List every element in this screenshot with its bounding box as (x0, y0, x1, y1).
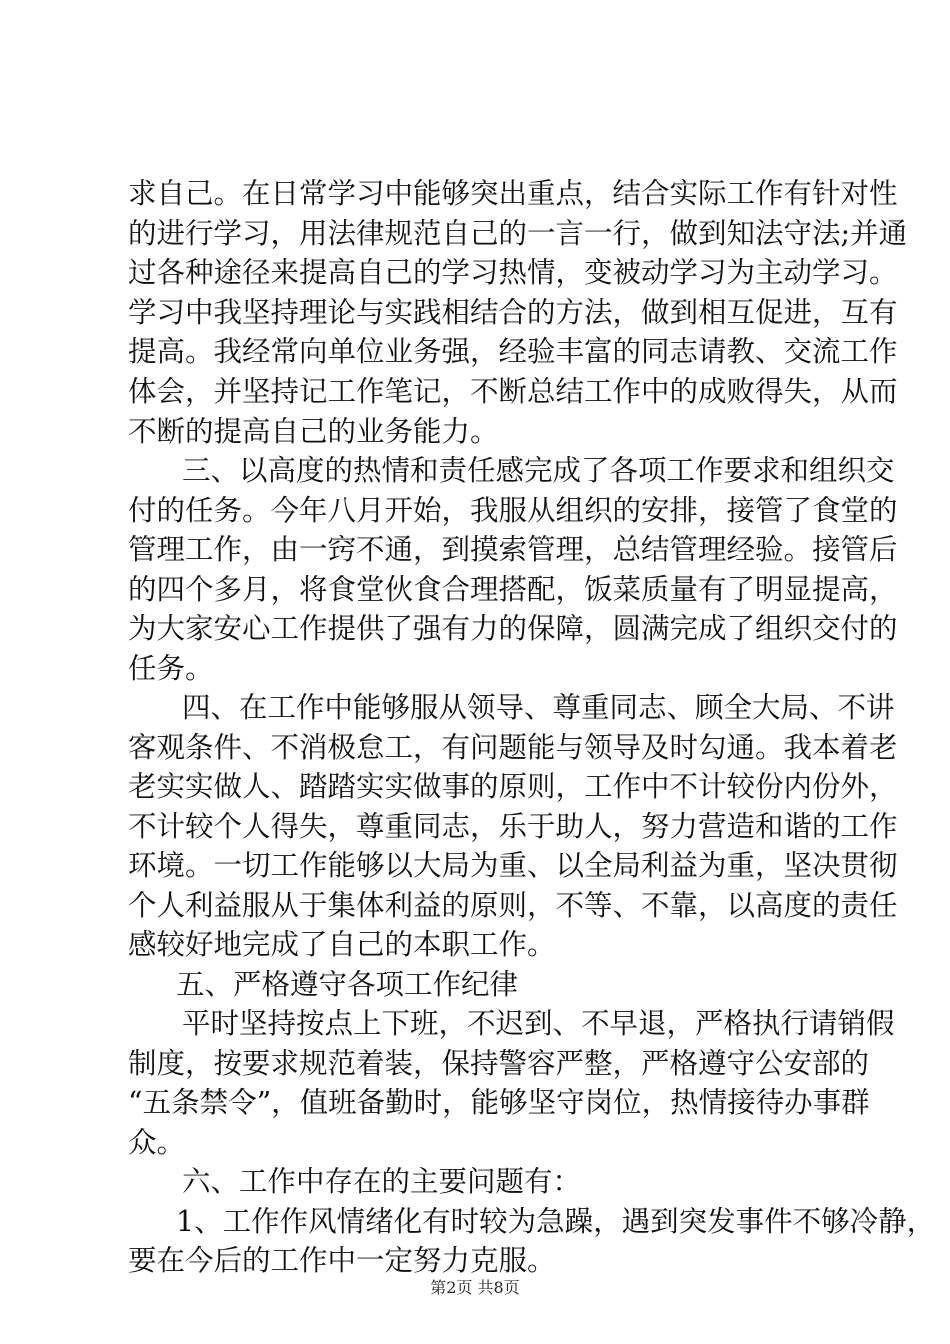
body-text-line: 为大家安心工作提供了强有力的保障，圆满完成了组织交付的 (128, 612, 898, 645)
page-number-footer: 第2页 共8页 (430, 1278, 520, 1297)
body-text-line: 提高。我经常向单位业务强，经验丰富的同志请教、交流工作 (128, 335, 898, 368)
body-text-line: 客观条件、不消极怠工，有问题能与领导及时勾通。我本着老 (128, 731, 898, 764)
body-text-line: 个人利益服从于集体利益的原则，不等、不靠，以高度的责任 (128, 889, 898, 922)
body-text-line: 过各种途径来提高自己的学习热情，变被动学习为主动学习。 (128, 256, 898, 289)
body-text-line: 任务。 (128, 652, 214, 685)
body-text-line: 众。 (128, 1126, 186, 1159)
section-three-line: 三、以高度的热情和责任感完成了各项工作要求和组织交 (182, 454, 895, 487)
section-five-heading: 五、严格遵守各项工作纪律 (176, 968, 519, 1001)
issue-item-1-line: 1、工作作风情绪化有时较为急躁，遇到突发事件不够冷静， (176, 1205, 936, 1238)
body-text-line: 制度，按要求规范着装，保持警容严整，严格遵守公安部的 (128, 1047, 870, 1080)
body-text-line: 平时坚持按点上下班，不迟到、不早退，严格执行请销假 (182, 1007, 895, 1040)
body-text-line: 付的任务。今年八月开始，我服从组织的安排，接管了食堂的 (128, 494, 898, 527)
body-text-line: 感较好地完成了自己的本职工作。 (128, 928, 556, 961)
body-text-line: 环境。一切工作能够以大局为重、以全局利益为重，坚决贯彻 (128, 849, 898, 882)
section-four-line: 四、在工作中能够服从领导、尊重同志、顾全大局、不讲 (182, 691, 895, 724)
body-text-line: 管理工作，由一窍不通，到摸索管理，总结管理经验。接管后 (128, 533, 898, 566)
body-text-line: 不计较个人得失，尊重同志，乐于助人，努力营造和谐的工作 (128, 810, 898, 843)
body-text-line: 不断的提高自己的业务能力。 (128, 415, 499, 448)
body-text-line: 学习中我坚持理论与实践相结合的方法，做到相互促进，互有 (128, 296, 898, 329)
body-text-line: 的四个多月，将食堂伙食合理搭配，饭菜质量有了明显提高， (128, 573, 898, 606)
body-text-line: 体会，并坚持记工作笔记，不断总结工作中的成败得失，从而 (128, 375, 898, 408)
body-text-line: “五条禁令”，值班备勤时，能够坚守岗位，热情接待办事群 (128, 1086, 870, 1119)
section-six-heading: 六、工作中存在的主要问题有： (182, 1165, 582, 1198)
body-text-line: 老实实做人、踏踏实实做事的原则，工作中不计较份内份外， (128, 770, 898, 803)
body-text-line: 的进行学习，用法律规范自己的一言一行，做到知法守法;并通 (128, 217, 908, 250)
body-text-line: 求自己。在日常学习中能够突出重点，结合实际工作有针对性 (128, 177, 898, 210)
body-text-line: 要在今后的工作中一定努力克服。 (128, 1244, 556, 1277)
